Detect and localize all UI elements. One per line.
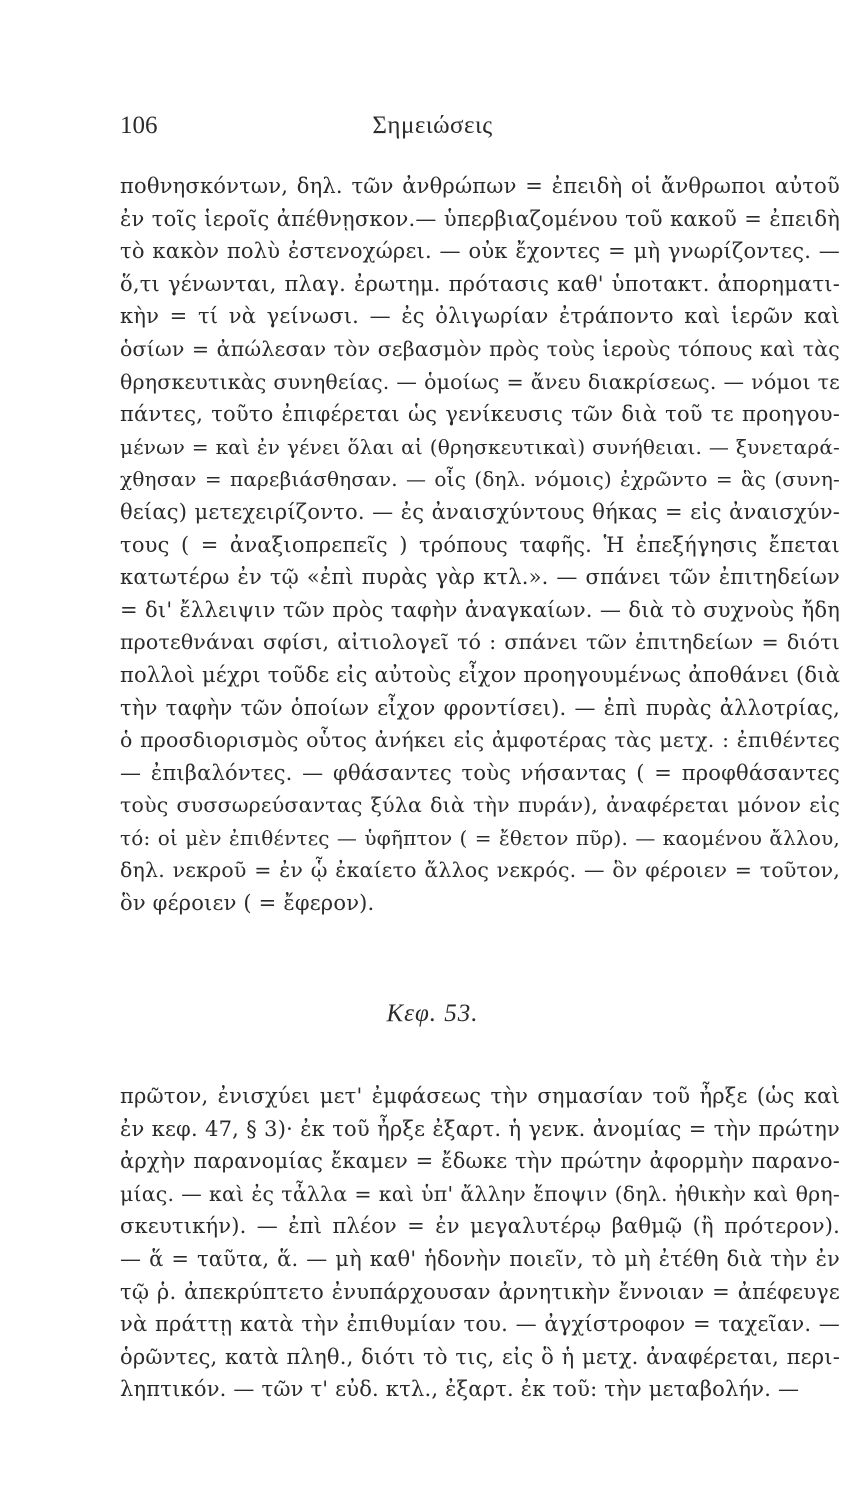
text-line: ὁσίων = ἀπώλεσαν τὸν σεβασμὸν πρὸς τοὺς ἱεροὺς τόπους καὶ τὰς <box>120 336 840 361</box>
text-line: πολλοὶ μέχρι τοῦδε εἰς αὐτοὺς εἶχον προηγουμένως ἀποθάνει (διὰ <box>120 662 840 687</box>
text-line: τὴν ταφὴν τῶν ὁποίων εἶχον φροντίσει). — ἐπὶ πυρὰς ἀλλοτρίας, <box>120 695 840 720</box>
text-line: = δι' ἔλλειψιν τῶν πρὸς ταφὴν ἀναγκαίων. — διὰ τὸ συχνοὺς ἤδη <box>120 597 840 622</box>
notes-section-one <box>120 170 840 920</box>
text-line: ὁρῶντες, κατὰ πληθ., διότι τὸ τις, εἰς ὃ ἡ μετχ. ἀναφέρεται, περι- <box>120 1344 840 1369</box>
page-header <box>0 112 865 152</box>
text-line: ἐν τοῖς ἱεροῖς ἀπέθνῃσκον.— ὑπερβιαζομένου τοῦ κακοῦ = ἐπειδὴ <box>120 206 840 231</box>
page-number: 106 <box>120 112 158 139</box>
text-line: ὃν φέροιεν ( = ἔφερον). <box>120 891 375 916</box>
text-line: κὴν = τί νὰ γείνωσι. — ἐς ὀλιγωρίαν ἐτράποντο καὶ ἱερῶν καὶ <box>120 304 840 329</box>
text-line: ληπτικόν. — τῶν τ' εὐδ. κτλ., ἐξαρτ. ἐκ τοῦ: τὴν μεταβολήν. — <box>120 1377 800 1402</box>
text-line: σκευτικήν). — ἐπὶ πλέον = ἐν μεγαλυτέρῳ βαθμῷ (ἢ πρότερον). <box>120 1214 840 1239</box>
text-line: μίας. — καὶ ἐς τἆλλα = καὶ ὑπ' ἄλλην ἔποψιν (δηλ. ἠθικὴν καὶ θρη- <box>120 1181 840 1206</box>
text-line: πρῶτον, ἐνισχύει μετ' ἐμφάσεως τὴν σημασίαν τοῦ ἦρξε (ὡς καὶ <box>120 1084 840 1108</box>
text-line: κατωτέρω ἐν τῷ «ἐπὶ πυρὰς γὰρ κτλ.». — σπάνει τῶν ἐπιτηδείων <box>120 565 840 590</box>
text-line: νὰ πράττῃ κατὰ τὴν ἐπιθυμίαν του. — ἀγχίστροφον = ταχεῖαν. — <box>120 1312 840 1337</box>
text-line: τους ( = ἀναξιοπρεπεῖς ) τρόπους ταφῆς. Ἡ ἐπεξήγησις ἔπεται <box>120 532 840 557</box>
text-line: — ἅ = ταῦτα, ἅ. — μὴ καθ' ἡδονὴν ποιεῖν, τὸ μὴ ἐτέθη διὰ τὴν ἐν <box>120 1246 840 1271</box>
text-line: μένων = καὶ ἐν γένει ὅλαι αἱ (θρησκευτικαὶ) συνήθειαι. — ξυνεταρά- <box>120 434 840 459</box>
text-line: — ἐπιβαλόντες. — φθάσαντες τοὺς νήσαντας ( = προφθάσαντες <box>120 760 840 785</box>
text-line: τοὺς συσσωρεύσαντας ξύλα διὰ τὴν πυράν), ἀναφέρεται μόνον εἰς <box>120 793 840 818</box>
text-line: τό: οἱ μὲν ἐπιθέντες — ὑφῆπτον ( = ἔθετον πῦρ). — καομένου ἄλλου, <box>120 825 840 850</box>
text-line: ποθνησκόντων, δηλ. τῶν ἀνθρώπων = ἐπειδὴ οἱ ἄνθρωποι αὐτοῦ <box>120 174 840 198</box>
text-line: προτεθνάναι σφίσι, αἰτιολογεῖ τό : σπάνει τῶν ἐπιτηδείων = διότι <box>120 630 840 655</box>
text-line: τῷ ῥ. ἀπεκρύπτετο ἐνυπάρχουσαν ἀρνητικὴν ἔννοιαν = ἀπέφευγε <box>120 1279 840 1304</box>
text-line: ἀρχὴν παρανομίας ἔκαμεν = ἔδωκε τὴν πρώτην ἀφορμὴν παρανο- <box>120 1149 840 1174</box>
text-line: τὸ κακὸν πολὺ ἐστενοχώρει. — οὐκ ἔχοντες = μὴ γνωρίζοντες. — <box>120 239 840 264</box>
text-line: πάντες, τοῦτο ἐπιφέρεται ὡς γενίκευσις τῶν διὰ τοῦ τε προηγου- <box>120 402 840 427</box>
text-line: δηλ. νεκροῦ = ἐν ᾧ ἐκαίετο ἄλλος νεκρός. — ὃν φέροιεν = τοῦτον, <box>120 858 840 883</box>
notes-section-two <box>120 1080 840 1406</box>
text-line: θρησκευτικὰς συνηθείας. — ὁμοίως = ἄνευ διακρίσεως. — νόμοι τε <box>120 369 840 394</box>
text-line: θείας) μετεχειρίζοντο. — ἐς ἀναισχύντους θήκας = εἰς ἀναισχύν- <box>120 499 840 524</box>
running-title: Σημειώσεις <box>372 112 493 139</box>
chapter-heading: Κεφ. 53. <box>386 1000 479 1027</box>
text-line: ὁ προσδιορισμὸς οὗτος ἀνήκει εἰς ἀμφοτέρας τὰς μετχ. : ἐπιθέντες <box>120 728 840 753</box>
text-line: ἐν κεφ. 47, § 3)· ἐκ τοῦ ἦρξε ἐξαρτ. ἡ γενκ. ἀνομίας = τὴν πρώτην <box>120 1116 840 1141</box>
text-line: χθησαν = παρεβιάσθησαν. — οἷς (δηλ. νόμοις) ἐχρῶντο = ἃς (συνη- <box>120 467 840 492</box>
text-line: ὅ,τι γένωνται, πλαγ. ἐρωτημ. πρότασις καθ' ὑποτακτ. ἀπορηματι- <box>120 271 840 296</box>
